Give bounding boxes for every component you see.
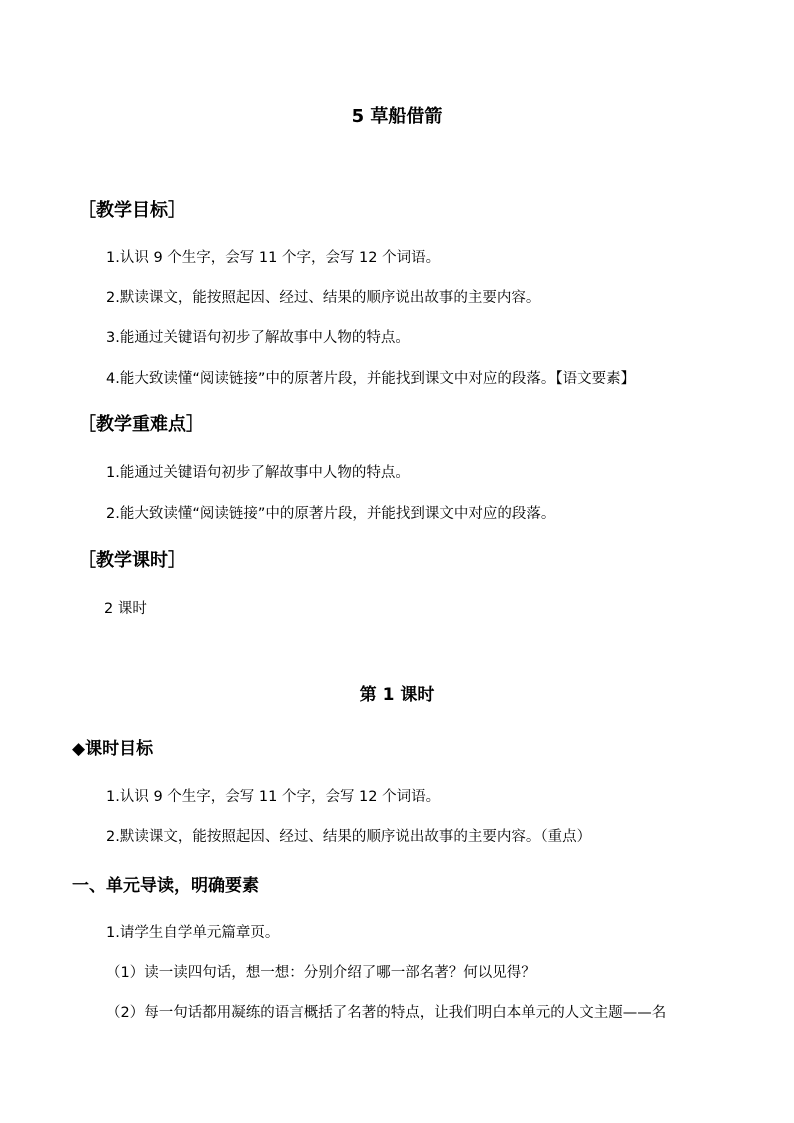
section-heading-teaching-goals: ［教学目标］ — [78, 200, 186, 221]
difficulty-item: 1.能通过关键语句初步了解故事中人物的特点。 — [106, 465, 410, 481]
difficulty-item: 2.能大致读懂“阅读链接”中的原著片段，并能找到课文中对应的段落。 — [106, 506, 556, 522]
section-heading-key-difficulties: ［教学重难点］ — [78, 414, 204, 435]
document-title: 5 草船借箭 — [351, 106, 443, 127]
lesson-goal-item: 2.默读课文，能按照起因、经过、结果的顺序说出故事的主要内容。（重点） — [106, 829, 592, 845]
part1-line: 1.请学生自学单元篇章页。 — [106, 925, 280, 941]
lesson-goal-item: 1.认识 9 个生字，会写 11 个字，会写 12 个词语。 — [106, 789, 441, 805]
goal-item: 3.能通过关键语句初步了解故事中人物的特点。 — [106, 330, 410, 346]
part1-line: （1）读一读四句话，想一想：分别介绍了哪一部名著？何以见得？ — [106, 965, 536, 981]
part1-heading: 一、单元导读，明确要素 — [72, 876, 259, 896]
lesson-goals-heading: ◆课时目标 — [72, 739, 154, 759]
class-hours-value: 2 课时 — [104, 601, 147, 617]
goal-item: 1.认识 9 个生字，会写 11 个字，会写 12 个词语。 — [106, 250, 441, 266]
goal-item: 2.默读课文，能按照起因、经过、结果的顺序说出故事的主要内容。 — [106, 290, 541, 306]
part1-line: （2）每一句话都用凝练的语言概括了名著的特点，让我们明白本单元的人文主题——名 — [106, 1005, 667, 1021]
section-heading-class-hours: ［教学课时］ — [78, 550, 186, 571]
goal-item: 4.能大致读懂“阅读链接”中的原著片段，并能找到课文中对应的段落。【语文要素】 — [106, 371, 636, 387]
lesson-title: 第 1 课时 — [359, 685, 435, 705]
